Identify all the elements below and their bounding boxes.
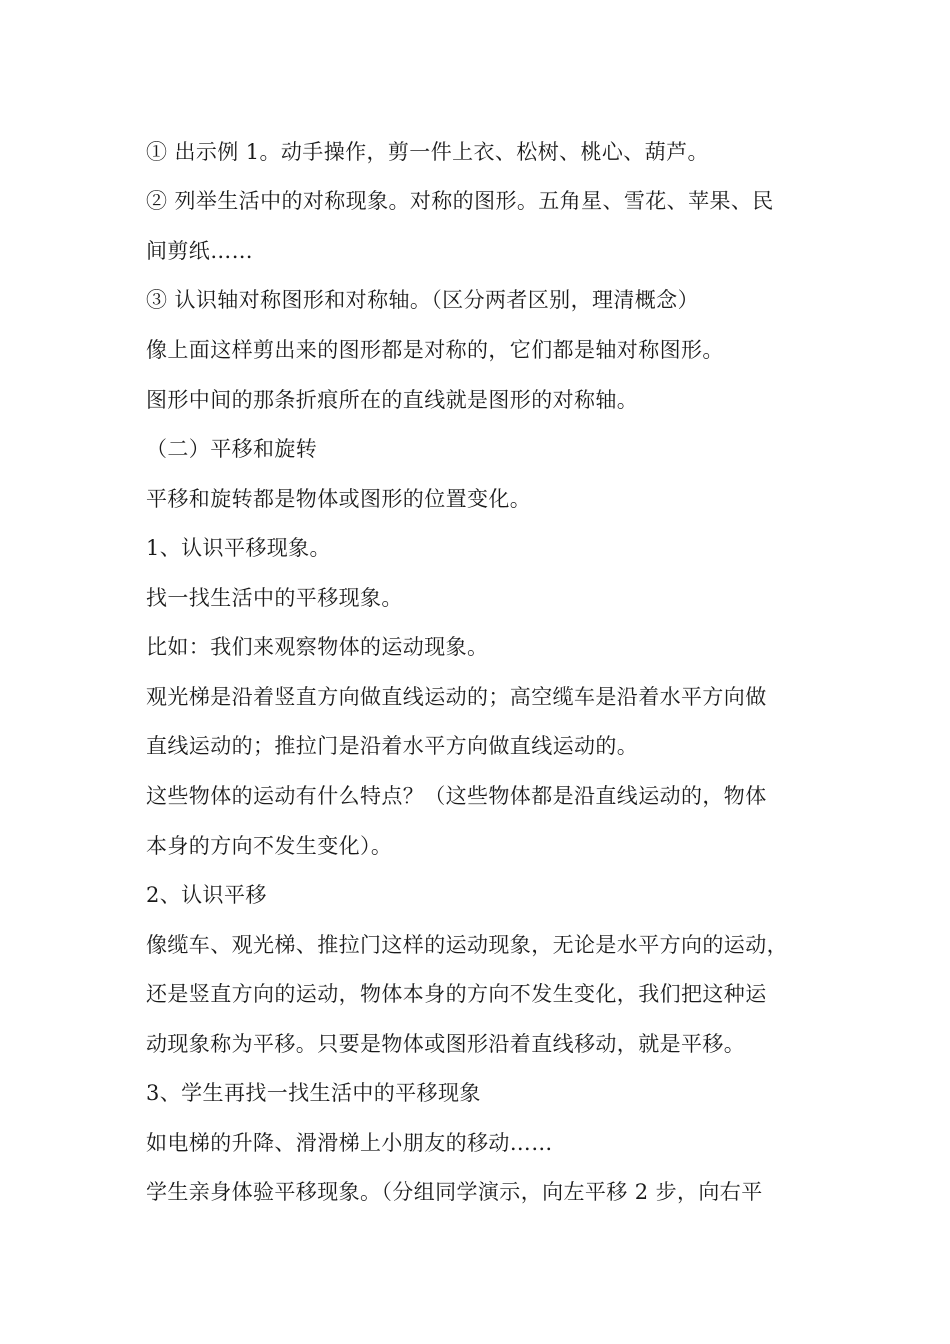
text-line: 观光梯是沿着竖直方向做直线运动的；高空缆车是沿着水平方向做 bbox=[146, 685, 767, 709]
text-line: 这些物体的运动有什么特点？（这些物体都是沿直线运动的，物体 bbox=[146, 784, 767, 808]
text-line: 如电梯的升降、滑滑梯上小朋友的移动…… bbox=[146, 1131, 553, 1155]
text-line: 直线运动的；推拉门是沿着水平方向做直线运动的。 bbox=[146, 734, 639, 758]
text-line: 平移和旋转都是物体或图形的位置变化。 bbox=[146, 487, 532, 511]
text-line: 比如：我们来观察物体的运动现象。 bbox=[146, 635, 489, 659]
text-line: 还是竖直方向的运动，物体本身的方向不发生变化，我们把这种运 bbox=[146, 982, 767, 1006]
text-line: ② 列举生活中的对称现象。对称的图形。五角星、雪花、苹果、民 bbox=[146, 189, 774, 213]
text-line: 3、学生再找一找生活中的平移现象 bbox=[146, 1081, 481, 1105]
text-line: 本身的方向不发生变化）。 bbox=[146, 834, 393, 858]
text-line: 1、认识平移现象。 bbox=[146, 536, 331, 560]
text-line: 找一找生活中的平移现象。 bbox=[146, 586, 403, 610]
text-line: ① 出示例 1。动手操作，剪一件上衣、松树、桃心、葫芦。 bbox=[146, 140, 709, 164]
text-line: 学生亲身体验平移现象。（分组同学演示，向左平移 2 步，向右平 bbox=[146, 1180, 763, 1204]
text-line: 像上面这样剪出来的图形都是对称的，它们都是轴对称图形。 bbox=[146, 338, 724, 362]
text-line: ③ 认识轴对称图形和对称轴。（区分两者区别，理清概念） bbox=[146, 288, 699, 312]
text-line: 图形中间的那条折痕所在的直线就是图形的对称轴。 bbox=[146, 388, 639, 412]
section-heading: （二）平移和旋转 bbox=[146, 437, 318, 461]
text-line: 2、认识平移 bbox=[146, 883, 267, 907]
text-line: 间剪纸…… bbox=[146, 239, 253, 263]
text-line: 动现象称为平移。只要是物体或图形沿着直线移动，就是平移。 bbox=[146, 1032, 746, 1056]
text-line: 像缆车、观光梯、推拉门这样的运动现象，无论是水平方向的运动， bbox=[146, 933, 788, 957]
